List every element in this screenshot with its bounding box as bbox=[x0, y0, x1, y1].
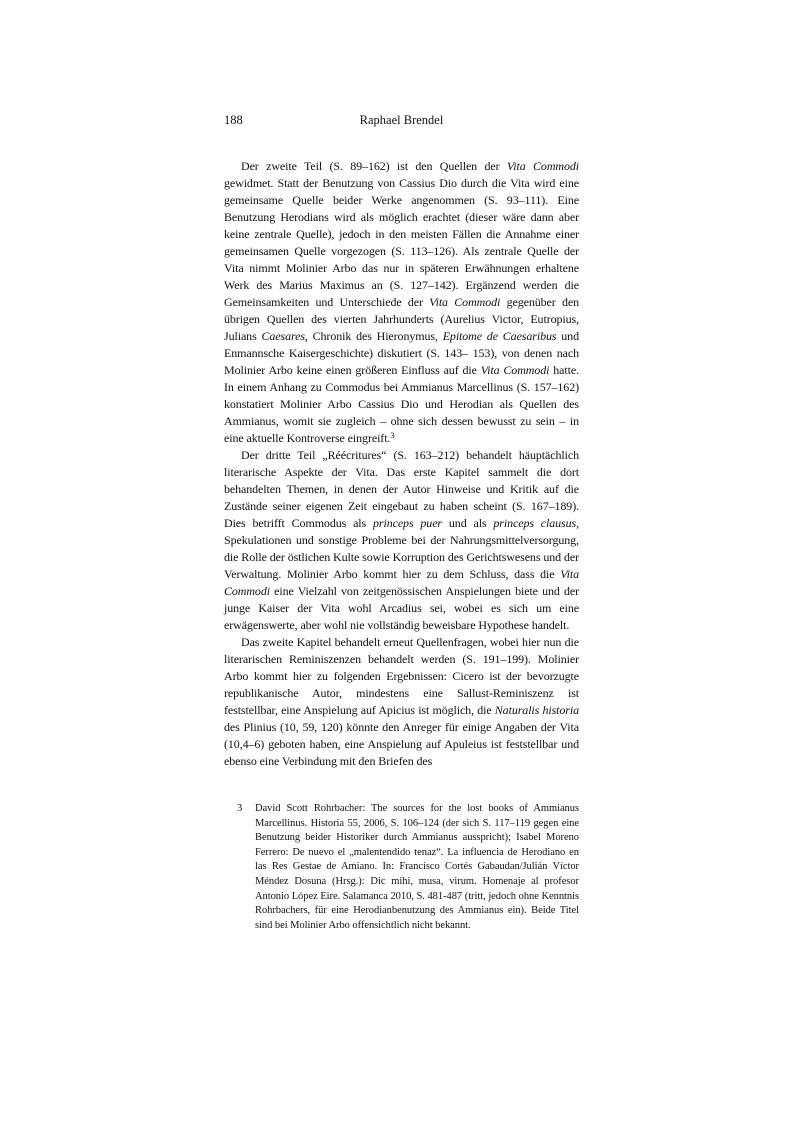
page-number: 188 bbox=[224, 113, 243, 127]
text-run: Das zweite Kapitel behandelt erneut Quellenfragen, wobei hier nun die literarischen Reminiszenzen behandelt werden (S. 191–199). Molinier Arbo kommt hier zu folgenden Ergebnissen: Cicero ist der bevorzugte republikanische Autor, mindestens eine Sallust-Reminiszenz ist feststellbar, eine Anspielung auf Apicius ist möglich, die bbox=[224, 635, 579, 717]
text-run: eine Vielzahl von zeitgenössischen Anspielungen biete und der junge Kaiser der Vita wohl Arcadius sei, wobei es sich um eine erwägenswerte, aber wohl nie vollständig beweisbare Hypothese handelt. bbox=[224, 584, 579, 632]
italic-text: Caesares bbox=[261, 329, 305, 343]
text-run: gewidmet. Statt der Benutzung von Cassius Dio durch die Vita wird eine gemeinsame Quelle beider Werke angenommen (S. 93–111). Eine Benutzung Herodians wird als möglich erachtet (dieser wäre dann aber keine zentrale Quelle), jedoch in den meisten Fällen die Annahme einer gemeinsamen Quelle vorgezogen (S. 113–126). Als zentrale Quelle der Vita nimmt Molinier Arbo das nur in späteren Erwähnungen erhaltene Werk des Marius Maximus an (S. 127–142). Ergänzend werden die Gemeinsamkeiten und Unterschiede der bbox=[224, 176, 579, 309]
running-head-author: Raphael Brendel bbox=[359, 113, 444, 127]
running-header bbox=[224, 112, 579, 129]
footnotes bbox=[224, 802, 579, 933]
text-run: und Enmannsche Kaisergeschichte) diskutiert (S. 143– 153), von denen nach Molinier Arbo keine einen größeren Einfluss auf die bbox=[224, 329, 579, 377]
footnote-ref: 3 bbox=[390, 430, 395, 440]
italic-text: princeps clausus bbox=[493, 516, 577, 530]
text-column bbox=[224, 112, 579, 933]
text-run: des Plinius (10, 59, 120) könnte den Anreger für einige Angaben der Vita (10,4–6) geboten haben, eine Anspielung auf Apuleius ist feststellbar und ebenso eine Verbindung mit den Briefen des bbox=[224, 720, 579, 768]
italic-text: Vita Commodi bbox=[480, 363, 550, 377]
text-run: gegenüber den übrigen Quellen des vierten Jahrhunderts (Aurelius Victor, Eutropius, Julians bbox=[224, 295, 579, 343]
footnote bbox=[224, 802, 579, 933]
text-run: , Chronik des Hieronymus, bbox=[304, 329, 443, 343]
text-run: hatte. In einem Anhang zu Commodus bei Ammianus Marcellinus (S. 157–162) konstatiert Molinier Arbo Cassius Dio und Herodian als Quellen des Ammianus, womit sie zugleich – ohne sich dessen bewusst zu sein – in eine aktuelle Kontroverse eingreift. bbox=[224, 363, 580, 445]
text-run: und als bbox=[442, 516, 494, 530]
paragraph bbox=[224, 634, 579, 770]
text-run: Der dritte Teil „Réécritures“ (S. 163–212) behandelt häuptächlich literarische Aspekte der Vita. Das erste Kapitel sammelt die dort behandelten Themen, in denen der Autor Hinweise und Kritik auf die Zustände seiner eigenen Zeit eingebaut zu haben scheint (S. 167–189). Dies betrifft Commodus als bbox=[224, 448, 579, 530]
text-run: , Spekulationen und sonstige Probleme bei der Nahrungsmittelversorgung, die Rolle der östlichen Kulte sowie Korruption des Gerichtswesens und der Verwaltung. Molinier Arbo kommt hier zu dem Schluss, dass die bbox=[224, 516, 580, 581]
paragraph bbox=[224, 447, 579, 634]
footnote-marker: 3 bbox=[237, 803, 243, 814]
body-text bbox=[224, 158, 579, 770]
italic-text: Naturalis historia bbox=[494, 703, 579, 717]
text-run: Der zweite Teil (S. 89–162) ist den Quellen der bbox=[241, 159, 507, 173]
italic-text: princeps puer bbox=[373, 516, 443, 530]
italic-text: Vita Commodi bbox=[224, 567, 579, 598]
footnote-text: David Scott Rohrbacher: The sources for the lost books of Ammianus Marcellinus. Historia 55, 2006, S. 106–124 (der sich S. 117–119 gegen eine Benutzung beider Historiker durch Ammianus ausspricht); Isabel Moreno Ferrero: De nuevo el „malentendido tenaz“. La influencia de Herodiano en las Res Gestae de Amiano. In: Francisco Cortés Gabaudan/Julián Víctor Méndez Dosuna (Hrsg.): Dic mihi, musa, virum. Homenaje al profesor Antonio López Eire. Salamanca 2010, S. 481-487 (tritt, jedoch ohne Kenntnis Rohrbachers, für eine Herodianbenutzung des Ammianus ein). Beide Titel sind bei Molinier Arbo offensichtlich nicht bekannt. bbox=[255, 803, 579, 931]
paragraph bbox=[224, 158, 579, 447]
italic-text: Vita Commodi bbox=[506, 159, 579, 173]
italic-text: Vita Commodi bbox=[429, 295, 501, 309]
italic-text: Epitome de Caesaribus bbox=[442, 329, 557, 343]
